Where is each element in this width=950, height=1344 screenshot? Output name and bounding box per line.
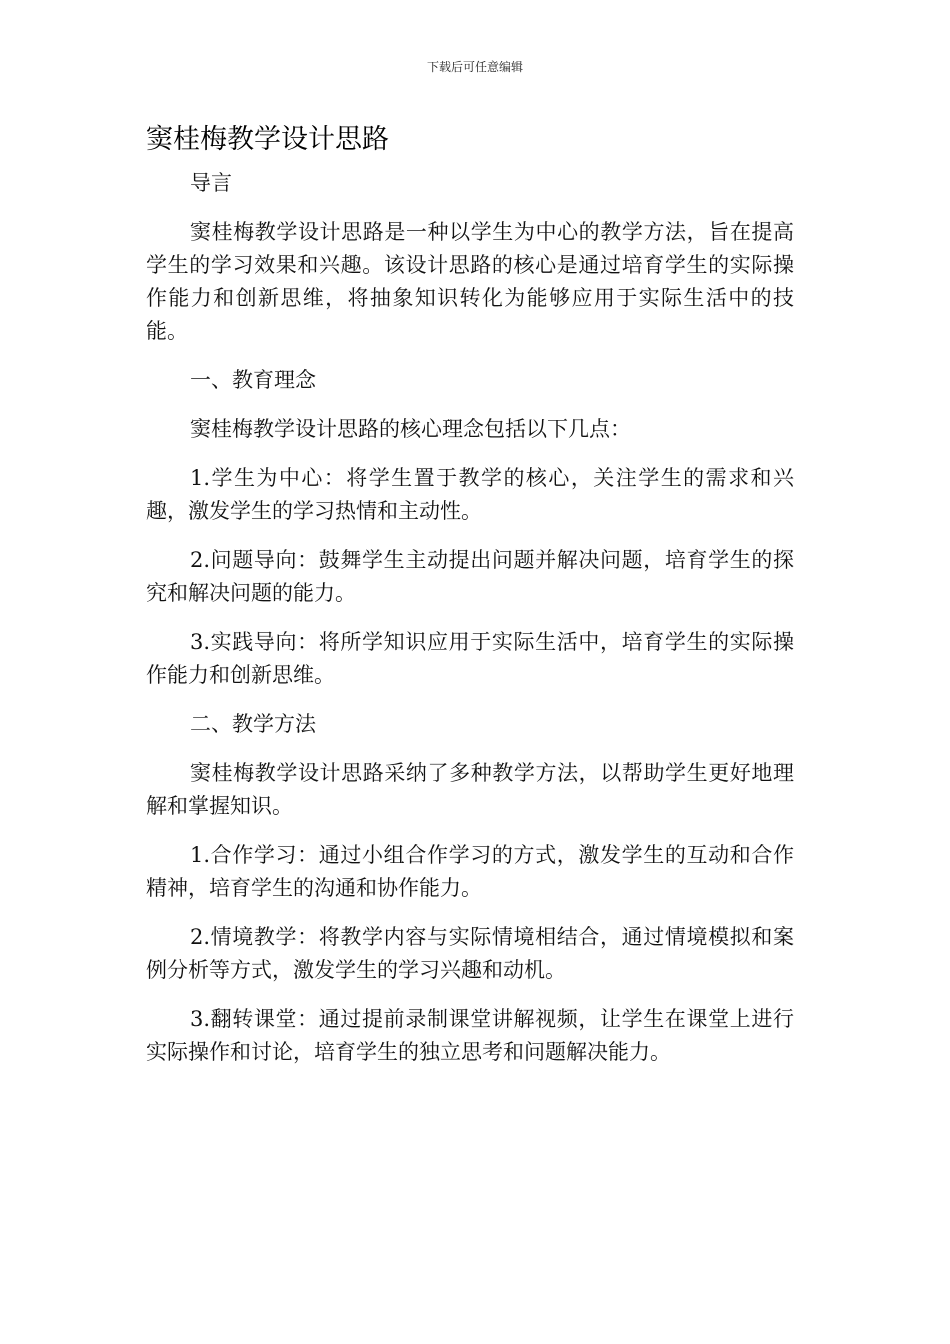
methods-intro-paragraph: 窦桂梅教学设计思路采纳了多种教学方法，以帮助学生更好地理解和掌握知识。 xyxy=(146,761,794,818)
philosophy-item-2: 2.问题导向：鼓舞学生主动提出问题并解决问题，培育学生的探究和解决问题的能力。 xyxy=(146,548,794,605)
intro-heading: 导言 xyxy=(190,171,232,195)
intro-paragraph: 窦桂梅教学设计思路是一种以学生为中心的教学方法，旨在提高学生的学习效果和兴趣。该设计思路的核心是通过培育学生的实际操作能力和创新思维，将抽象知识转化为能够应用于实际生活中的技能。 xyxy=(146,220,794,343)
method-item-2: 2.情境教学：将教学内容与实际情境相结合，通过情境模拟和案例分析等方式，激发学生的学习兴趣和动机。 xyxy=(146,925,794,982)
philosophy-item-1: 1.学生为中心：将学生置于教学的核心，关注学生的需求和兴趣，激发学生的学习热情和主动性。 xyxy=(146,466,794,523)
method-item-3: 3.翻转课堂：通过提前录制课堂讲解视频，让学生在课堂上进行实际操作和讨论，培育学生的独立思考和问题解决能力。 xyxy=(146,1007,794,1064)
section-heading-teaching-methods: 二、教学方法 xyxy=(190,712,316,736)
section-heading-education-philosophy: 一、教育理念 xyxy=(190,368,316,392)
method-item-1: 1.合作学习：通过小组合作学习的方式，激发学生的互动和合作精神，培育学生的沟通和协作能力。 xyxy=(146,843,794,900)
document-title: 窦桂梅教学设计思路 xyxy=(146,124,389,155)
philosophy-item-3: 3.实践导向：将所学知识应用于实际生活中，培育学生的实际操作能力和创新思维。 xyxy=(146,630,794,687)
document-body xyxy=(146,167,794,1085)
philosophy-intro-paragraph: 窦桂梅教学设计思路的核心理念包括以下几点： xyxy=(190,417,631,441)
page-header-note: 下载后可任意编辑 xyxy=(426,60,523,74)
